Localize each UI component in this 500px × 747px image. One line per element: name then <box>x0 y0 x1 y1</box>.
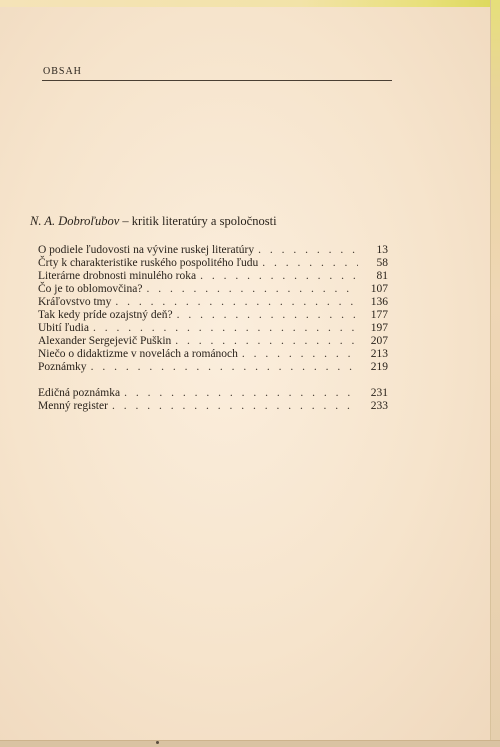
toc-entry <box>38 348 388 361</box>
toc-entry-title: Menný register <box>38 400 108 412</box>
toc-entry-page: 13 <box>376 244 388 256</box>
toc-leader-dots <box>146 283 358 296</box>
toc-entry <box>38 296 388 309</box>
toc-entry-title: Alexander Sergejevič Puškin <box>38 335 172 347</box>
section-title <box>30 214 277 229</box>
toc-entry-title: Tak kedy príde ozajstný deň? <box>38 309 173 321</box>
toc-entry <box>38 400 388 413</box>
running-header: OBSAH <box>43 66 82 77</box>
toc-entry <box>38 322 388 335</box>
toc-entry-title: Črty k charakteristike ruského pospolitého ľudu <box>38 257 259 269</box>
toc-entry-page: 207 <box>370 335 388 347</box>
toc-entry-title: Ubití ľudia <box>38 322 89 334</box>
toc-entry <box>38 257 388 270</box>
toc-leader-dots <box>242 348 358 361</box>
toc-leader-dots <box>200 270 358 283</box>
section-subtitle: – kritik literatúry a spoločnosti <box>122 214 277 228</box>
toc-entry-page: 233 <box>370 400 388 412</box>
toc-entry <box>38 387 388 400</box>
toc-entry-page: 81 <box>376 270 388 282</box>
toc-leader-dots <box>93 322 358 335</box>
toc-entry-page: 219 <box>370 361 388 373</box>
toc-leader-dots <box>124 387 358 400</box>
print-mark <box>156 741 159 744</box>
toc-appendix-list <box>38 387 388 413</box>
toc-leader-dots <box>258 244 358 257</box>
toc-entry-title: Niečo o didaktizme v novelách a románoch <box>38 348 238 360</box>
toc-entry <box>38 309 388 322</box>
toc-entry-page: 107 <box>370 283 388 295</box>
toc-leader-dots <box>112 400 358 413</box>
toc-entry-page: 58 <box>376 257 388 269</box>
toc-entry-title: Poznámky <box>38 361 87 373</box>
page-bottom-edge <box>0 740 500 747</box>
toc-leader-dots <box>175 335 358 348</box>
toc-entry-page: 177 <box>370 309 388 321</box>
toc-entry-title: Edičná poznámka <box>38 387 121 399</box>
toc-entry <box>38 361 388 374</box>
toc-entry-page: 197 <box>370 322 388 334</box>
header-rule <box>42 80 392 81</box>
toc-leader-dots <box>115 296 358 309</box>
toc-entry-title: Literárne drobnosti minulého roka <box>38 270 197 282</box>
toc-entry-page: 213 <box>370 348 388 360</box>
page-top-edge <box>0 0 500 7</box>
toc-entry <box>38 335 388 348</box>
toc-leader-dots <box>91 361 358 374</box>
toc-entry-page: 136 <box>370 296 388 308</box>
toc-entry-title: Kráľovstvo tmy <box>38 296 112 308</box>
toc-entry-title: O podiele ľudovosti na vývine ruskej literatúry <box>38 244 255 256</box>
toc-entry <box>38 270 388 283</box>
toc-leader-dots <box>177 309 358 322</box>
toc-leader-dots <box>262 257 358 270</box>
toc-main-list <box>38 244 388 374</box>
section-author: N. A. Dobroľubov <box>30 214 120 228</box>
toc-entry-page: 231 <box>370 387 388 399</box>
page-right-edge <box>490 0 500 747</box>
toc-entry <box>38 244 388 257</box>
toc-entry-title: Čo je to oblomovčina? <box>38 283 143 295</box>
toc-entry <box>38 283 388 296</box>
